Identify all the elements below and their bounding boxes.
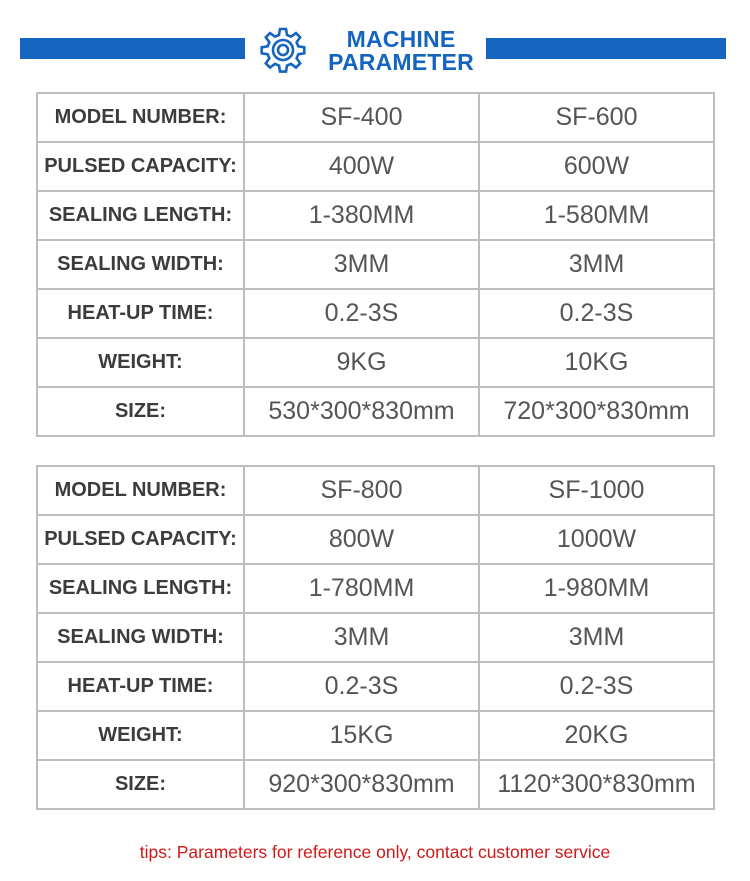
cell-value: 3MM [244, 240, 479, 289]
header-bar-right [486, 38, 726, 59]
cell-value: 3MM [479, 240, 714, 289]
cell-value: 0.2-3S [479, 662, 714, 711]
spec-table-2 [36, 465, 715, 810]
table-row [37, 515, 714, 564]
table-row [37, 613, 714, 662]
cell-value: 1-580MM [479, 191, 714, 240]
row-label: PULSED CAPACITY: [37, 142, 244, 191]
table-row [37, 338, 714, 387]
row-label: SEALING LENGTH: [37, 191, 244, 240]
header-bar-left [20, 38, 245, 59]
cell-value: 1-780MM [244, 564, 479, 613]
row-label: PULSED CAPACITY: [37, 515, 244, 564]
table-row [37, 662, 714, 711]
gear-icon [258, 25, 308, 75]
cell-value: SF-800 [244, 466, 479, 515]
cell-value: 720*300*830mm [479, 387, 714, 436]
table-row [37, 387, 714, 436]
cell-value: 400W [244, 142, 479, 191]
cell-value: 1120*300*830mm [479, 760, 714, 809]
cell-value: 600W [479, 142, 714, 191]
row-label: MODEL NUMBER: [37, 466, 244, 515]
cell-value: 1-980MM [479, 564, 714, 613]
cell-value: 920*300*830mm [244, 760, 479, 809]
row-label: WEIGHT: [37, 338, 244, 387]
table-row [37, 564, 714, 613]
table-row [37, 240, 714, 289]
cell-value: 1000W [479, 515, 714, 564]
table-row [37, 466, 714, 515]
row-label: MODEL NUMBER: [37, 93, 244, 142]
row-label: SIZE: [37, 760, 244, 809]
spec-table-1 [36, 92, 715, 437]
cell-value: 0.2-3S [244, 289, 479, 338]
cell-value: SF-400 [244, 93, 479, 142]
table-row [37, 142, 714, 191]
cell-value: 20KG [479, 711, 714, 760]
row-label: SEALING WIDTH: [37, 240, 244, 289]
cell-value: 800W [244, 515, 479, 564]
cell-value: 3MM [244, 613, 479, 662]
page-title [316, 28, 486, 74]
cell-value: SF-600 [479, 93, 714, 142]
title-line-1: MACHINE [346, 26, 456, 52]
table-row [37, 760, 714, 809]
row-label: SEALING LENGTH: [37, 564, 244, 613]
table-row [37, 289, 714, 338]
table-row [37, 191, 714, 240]
cell-value: 1-380MM [244, 191, 479, 240]
row-label: SEALING WIDTH: [37, 613, 244, 662]
tips-note: tips: Parameters for reference only, contact customer service [139, 842, 611, 862]
cell-value: SF-1000 [479, 466, 714, 515]
row-label: SIZE: [37, 387, 244, 436]
cell-value: 15KG [244, 711, 479, 760]
title-line-2: PARAMETER [328, 49, 474, 75]
table-row [37, 711, 714, 760]
cell-value: 9KG [244, 338, 479, 387]
cell-value: 0.2-3S [479, 289, 714, 338]
row-label: HEAT-UP TIME: [37, 662, 244, 711]
cell-value: 0.2-3S [244, 662, 479, 711]
cell-value: 530*300*830mm [244, 387, 479, 436]
header [0, 0, 750, 90]
row-label: WEIGHT: [37, 711, 244, 760]
cell-value: 10KG [479, 338, 714, 387]
table-row [37, 93, 714, 142]
row-label: HEAT-UP TIME: [37, 289, 244, 338]
cell-value: 3MM [479, 613, 714, 662]
